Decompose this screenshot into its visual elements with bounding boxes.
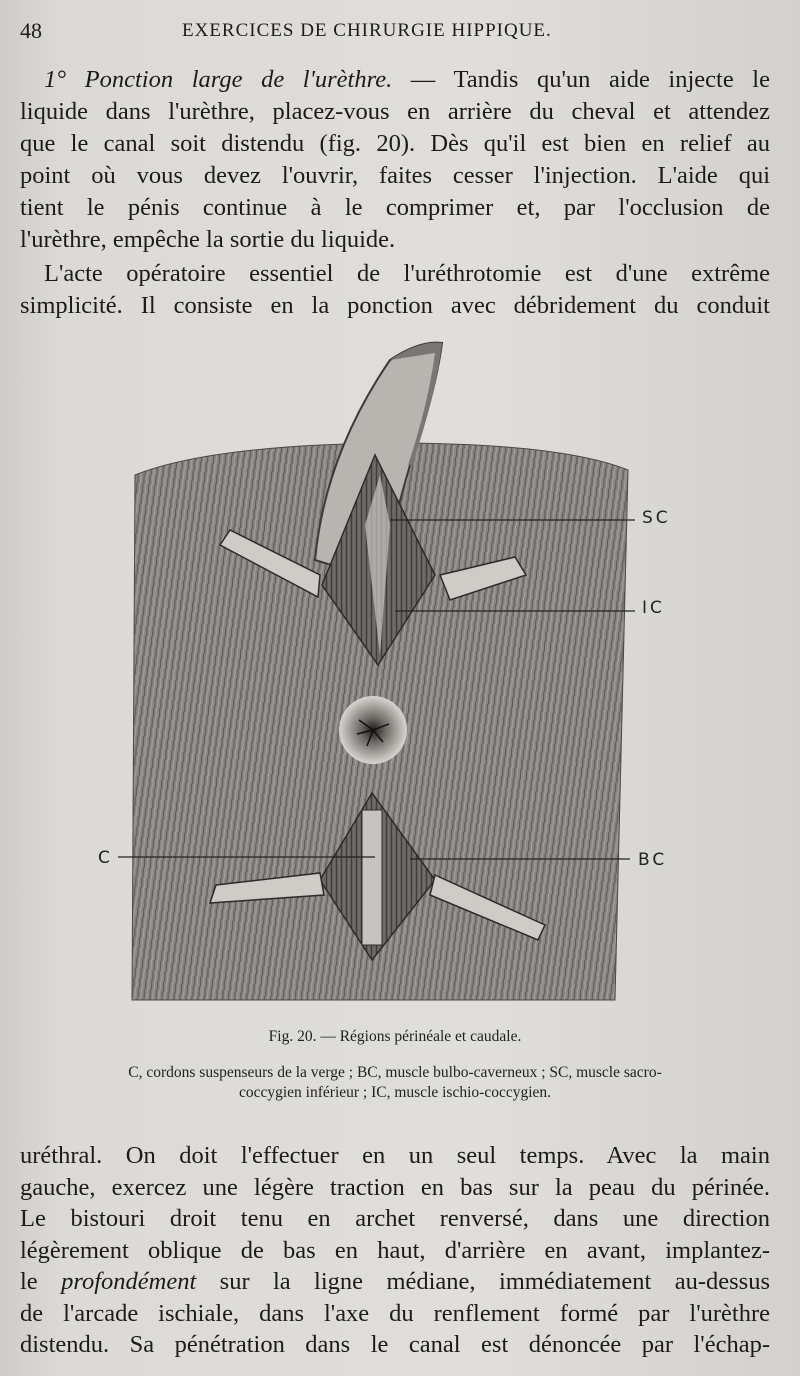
paragraph-1-line: liquide dans l'urèthre, placez-vous en arrière du cheval et attendez [20, 98, 770, 125]
figure-caption-legend [20, 1063, 770, 1103]
running-title: EXERCICES DE CHIRURGIE HIPPIQUE. [182, 20, 552, 41]
paragraph-2 [20, 258, 770, 322]
figure-label-ic: IC [642, 598, 665, 618]
paragraph-2-line: L'acte opératoire essentiel de l'uréthrotomie est d'une extrême [44, 260, 770, 287]
paragraph-3-line: le profondément sur la ligne médiane, immédiatement au-dessus [20, 1268, 770, 1295]
paragraph-1-line: l'urèthre, empêche la sortie du liquide. [20, 226, 396, 253]
paragraph-3-line: Le bistouri droit tenu en archet renversé, dans une direction [20, 1205, 770, 1232]
figure-label-sc: SC [642, 508, 671, 528]
paragraph-1 [20, 64, 770, 256]
page-number: 48 [20, 18, 42, 43]
paragraph-1-line: 1° Ponction large de l'urèthre. — Tandis qu'un aide injecte le [44, 66, 770, 93]
running-head [20, 14, 786, 50]
anatomical-illustration [90, 335, 690, 1025]
paragraph-1-line: point où vous devez l'ouvrir, faites cesser l'injection. L'aide qui [20, 162, 770, 189]
paragraph-1-line: que le canal soit distendu (fig. 20). Dès qu'il est bien en relief au [20, 130, 770, 157]
emphasis-word: profondément [61, 1268, 197, 1295]
paragraph-3-line: légèrement oblique de bas en haut, d'arrière en avant, implantez- [20, 1236, 770, 1264]
figure-label-c: C [98, 848, 113, 868]
paragraph-3-line: distendu. Sa pénétration dans le canal est dénoncée par l'échap- [20, 1331, 770, 1358]
figure-caption-title: Fig. 20. — Régions périnéale et caudale. [268, 1028, 522, 1045]
figure-label-bc: BC [638, 850, 668, 870]
paragraph-2-line: simplicité. Il consiste en la ponction avec débridement du conduit [20, 292, 770, 319]
paragraph-3 [20, 1140, 770, 1361]
paragraph-3-line: de l'arcade ischiale, dans l'axe du renflement formé par l'urèthre [20, 1299, 770, 1327]
section-heading: 1° Ponction large de l'urèthre. [44, 66, 393, 93]
paragraph-1-line: tient le pénis continue à le comprimer et, par l'occlusion de [20, 194, 770, 221]
caption-legend-line: coccygien inférieur ; IC, muscle ischio-coccygien. [238, 1084, 552, 1101]
caption-legend-line: C, cordons suspenseurs de la verge ; BC, muscle bulbo-caverneux ; SC, muscle sacro- [128, 1064, 662, 1081]
paragraph-3-line: uréthral. On doit l'effectuer en un seul temps. Avec la main [20, 1142, 770, 1169]
paragraph-3-line: gauche, exercez une légère traction en bas sur la peau du périnée. [20, 1173, 770, 1201]
